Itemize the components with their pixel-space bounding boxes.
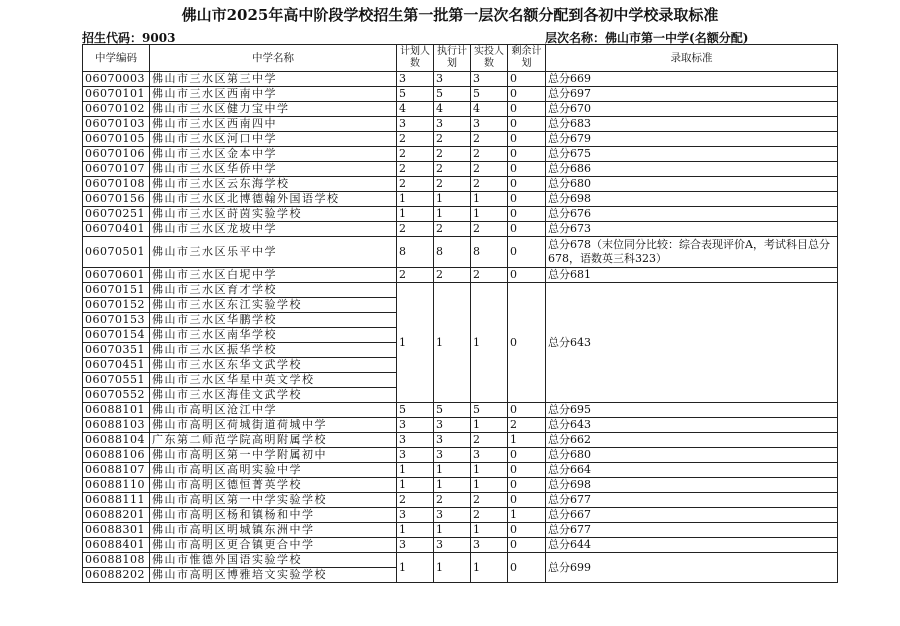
school-code: 06070106 [83,147,150,162]
actual-count: 1 [471,553,508,583]
admission-standard: 总分667 [546,508,838,523]
actual-count: 1 [471,463,508,478]
header-remain: 剩余计划 [508,45,546,72]
remaining-plan: 0 [508,132,546,147]
exec-plan: 1 [434,553,471,583]
table-row [83,177,838,192]
actual-count: 8 [471,237,508,268]
exec-plan: 1 [434,207,471,222]
actual-count: 3 [471,72,508,87]
exec-plan: 2 [434,132,471,147]
table-row [83,283,838,298]
school-code: 06070251 [83,207,150,222]
school-name: 佛山市高明区杨和镇杨和中学 [150,508,397,523]
table-row [83,72,838,87]
table-row [83,192,838,207]
remaining-plan: 0 [508,162,546,177]
school-name: 佛山市高明区第一中学附属初中 [150,448,397,463]
admission-standard: 总分679 [546,132,838,147]
actual-count: 2 [471,493,508,508]
school-code: 06070102 [83,102,150,117]
school-code: 06070552 [83,388,150,403]
remaining-plan: 0 [508,283,546,403]
school-code: 06070551 [83,373,150,388]
actual-count: 4 [471,102,508,117]
plan-count: 3 [397,117,434,132]
table-row [83,207,838,222]
actual-count: 2 [471,147,508,162]
table-row [83,538,838,553]
school-code: 06088107 [83,463,150,478]
actual-count: 2 [471,268,508,283]
header-exec: 执行计划 [434,45,471,72]
admission-standard: 总分698 [546,192,838,207]
school-name: 佛山市高明区明城镇东洲中学 [150,523,397,538]
school-code: 06070351 [83,343,150,358]
admission-standard: 总分664 [546,463,838,478]
remaining-plan: 2 [508,418,546,433]
remaining-plan: 1 [508,508,546,523]
table-row [83,117,838,132]
table-row [83,87,838,102]
school-code: 06088104 [83,433,150,448]
school-code: 06088201 [83,508,150,523]
plan-count: 1 [397,478,434,493]
admission-standard: 总分677 [546,493,838,508]
plan-count: 1 [397,523,434,538]
plan-count: 2 [397,493,434,508]
school-name: 佛山市三水区南华学校 [150,328,397,343]
table-row [83,493,838,508]
actual-count: 1 [471,283,508,403]
remaining-plan: 0 [508,207,546,222]
exec-plan: 3 [434,117,471,132]
remaining-plan: 0 [508,403,546,418]
remaining-plan: 0 [508,463,546,478]
school-code: 06070105 [83,132,150,147]
admission-standard: 总分699 [546,553,838,583]
level-name-label: 层次名称： [545,31,606,45]
exec-plan: 2 [434,222,471,237]
plan-count: 5 [397,87,434,102]
school-name: 佛山市高明区荷城街道荷城中学 [150,418,397,433]
school-code: 06070003 [83,72,150,87]
plan-count: 3 [397,72,434,87]
header-plan: 计划人数 [397,45,434,72]
exec-plan: 8 [434,237,471,268]
table-row [83,433,838,448]
school-code: 06070108 [83,177,150,192]
school-name: 佛山市三水区西南四中 [150,117,397,132]
school-name: 佛山市三水区振华学校 [150,343,397,358]
school-name: 佛山市三水区白坭中学 [150,268,397,283]
actual-count: 3 [471,117,508,132]
admission-standard: 总分662 [546,433,838,448]
school-name: 佛山市三水区龙坡中学 [150,222,397,237]
table-header-row [83,45,838,72]
exec-plan: 5 [434,403,471,418]
school-name: 佛山市高明区第一中学实验学校 [150,493,397,508]
table-row [83,222,838,237]
enroll-code-value: 9003 [142,31,176,45]
exec-plan: 2 [434,177,471,192]
plan-count: 2 [397,177,434,192]
remaining-plan: 0 [508,72,546,87]
table-row [83,553,838,568]
exec-plan: 2 [434,147,471,162]
plan-count: 3 [397,538,434,553]
actual-count: 1 [471,418,508,433]
school-name: 佛山市三水区育才学校 [150,283,397,298]
school-code: 06088202 [83,568,150,583]
table-row [83,523,838,538]
actual-count: 3 [471,538,508,553]
actual-count: 5 [471,87,508,102]
school-code: 06088106 [83,448,150,463]
school-name: 佛山市三水区乐平中学 [150,237,397,268]
remaining-plan: 0 [508,268,546,283]
remaining-plan: 0 [508,478,546,493]
exec-plan: 3 [434,433,471,448]
school-code: 06070601 [83,268,150,283]
plan-count: 5 [397,403,434,418]
remaining-plan: 0 [508,102,546,117]
plan-count: 2 [397,162,434,177]
enroll-code-label: 招生代码： [82,31,143,45]
school-code: 06088401 [83,538,150,553]
admission-standard: 总分698 [546,478,838,493]
exec-plan: 1 [434,283,471,403]
actual-count: 2 [471,162,508,177]
remaining-plan: 1 [508,433,546,448]
exec-plan: 4 [434,102,471,117]
actual-count: 2 [471,132,508,147]
actual-count: 1 [471,478,508,493]
school-code: 06070151 [83,283,150,298]
plan-count: 4 [397,102,434,117]
school-name: 佛山市三水区第三中学 [150,72,397,87]
table-row [83,268,838,283]
admission-standard: 总分697 [546,87,838,102]
admission-standard: 总分695 [546,403,838,418]
school-code: 06088301 [83,523,150,538]
admission-standard: 总分670 [546,102,838,117]
header-actual: 实投人数 [471,45,508,72]
exec-plan: 2 [434,162,471,177]
school-code: 06070501 [83,237,150,268]
school-name: 佛山市三水区西南中学 [150,87,397,102]
header-code: 中学编码 [83,45,150,72]
admission-standard: 总分681 [546,268,838,283]
table-row [83,132,838,147]
actual-count: 5 [471,403,508,418]
remaining-plan: 0 [508,192,546,207]
admission-standard: 总分673 [546,222,838,237]
remaining-plan: 0 [508,523,546,538]
actual-count: 1 [471,192,508,207]
actual-count: 2 [471,433,508,448]
school-code: 06070451 [83,358,150,373]
exec-plan: 3 [434,538,471,553]
school-name: 佛山市三水区华鹏学校 [150,313,397,328]
table-row [83,478,838,493]
plan-count: 3 [397,448,434,463]
plan-count: 2 [397,132,434,147]
actual-count: 2 [471,177,508,192]
plan-count: 1 [397,192,434,207]
school-code: 06070154 [83,328,150,343]
admission-standard: 总分686 [546,162,838,177]
remaining-plan: 0 [508,553,546,583]
actual-count: 1 [471,207,508,222]
school-code: 06070401 [83,222,150,237]
exec-plan: 3 [434,418,471,433]
admission-standard: 总分643 [546,283,838,403]
plan-count: 1 [397,463,434,478]
exec-plan: 1 [434,478,471,493]
remaining-plan: 0 [508,177,546,192]
school-name: 佛山市三水区河口中学 [150,132,397,147]
school-name: 佛山市三水区东江实验学校 [150,298,397,313]
header-standard: 录取标准 [546,45,838,72]
table-row [83,463,838,478]
plan-count: 1 [397,553,434,583]
school-code: 06070153 [83,313,150,328]
remaining-plan: 0 [508,237,546,268]
school-code: 06088108 [83,553,150,568]
remaining-plan: 0 [508,117,546,132]
admission-standard: 总分677 [546,523,838,538]
table-row [83,102,838,117]
remaining-plan: 0 [508,493,546,508]
school-name: 佛山市高明区更合镇更合中学 [150,538,397,553]
school-name: 佛山市三水区云东海学校 [150,177,397,192]
school-name: 佛山市三水区海佳文武学校 [150,388,397,403]
school-code: 06088111 [83,493,150,508]
remaining-plan: 0 [508,222,546,237]
exec-plan: 1 [434,523,471,538]
plan-count: 3 [397,508,434,523]
remaining-plan: 0 [508,538,546,553]
school-code: 06070103 [83,117,150,132]
plan-count: 1 [397,283,434,403]
plan-count: 2 [397,268,434,283]
school-name: 佛山市三水区北博德翰外国语学校 [150,192,397,207]
school-code: 06070156 [83,192,150,207]
table-row [83,448,838,463]
school-code: 06070152 [83,298,150,313]
admission-standard: 总分676 [546,207,838,222]
header-name: 中学名称 [150,45,397,72]
school-name: 佛山市三水区华侨中学 [150,162,397,177]
plan-count: 3 [397,433,434,448]
school-code: 06070101 [83,87,150,102]
actual-count: 3 [471,448,508,463]
school-name: 佛山市高明区沧江中学 [150,403,397,418]
actual-count: 2 [471,222,508,237]
school-code: 06088103 [83,418,150,433]
admission-standard: 总分683 [546,117,838,132]
school-name: 佛山市三水区华星中英文学校 [150,373,397,388]
exec-plan: 3 [434,448,471,463]
table-row [83,162,838,177]
school-code: 06088101 [83,403,150,418]
school-name: 佛山市三水区莳茵实验学校 [150,207,397,222]
admission-standard: 总分644 [546,538,838,553]
exec-plan: 3 [434,72,471,87]
school-name: 佛山市惟德外国语实验学校 [150,553,397,568]
table-row [83,508,838,523]
admission-table [82,44,838,583]
admission-standard: 总分669 [546,72,838,87]
school-name: 广东第二师范学院高明附属学校 [150,433,397,448]
plan-count: 2 [397,147,434,162]
actual-count: 2 [471,508,508,523]
level-name-value: 佛山市第一中学(名额分配) [605,31,749,45]
school-name: 佛山市三水区东华文武学校 [150,358,397,373]
plan-count: 8 [397,237,434,268]
school-name: 佛山市高明区德恒菁英学校 [150,478,397,493]
document-title: 佛山市2025年高中阶段学校招生第一批第一层次名额分配到各初中学校录取标准 [181,6,719,24]
table-row [83,418,838,433]
admission-standard: 总分675 [546,147,838,162]
admission-standard: 总分678（末位同分比较：综合表现评价A，考试科目总分678，语数英三科323） [546,237,838,268]
remaining-plan: 0 [508,448,546,463]
school-name: 佛山市高明区高明实验中学 [150,463,397,478]
table-row [83,403,838,418]
exec-plan: 5 [434,87,471,102]
table-row [83,147,838,162]
admission-standard: 总分680 [546,177,838,192]
school-code: 06088110 [83,478,150,493]
remaining-plan: 0 [508,147,546,162]
table-row [83,237,838,268]
actual-count: 1 [471,523,508,538]
school-name: 佛山市三水区健力宝中学 [150,102,397,117]
exec-plan: 1 [434,192,471,207]
admission-standard: 总分680 [546,448,838,463]
plan-count: 1 [397,207,434,222]
exec-plan: 1 [434,463,471,478]
plan-count: 3 [397,418,434,433]
school-name: 佛山市高明区博雅培文实验学校 [150,568,397,583]
remaining-plan: 0 [508,87,546,102]
plan-count: 2 [397,222,434,237]
exec-plan: 2 [434,268,471,283]
exec-plan: 2 [434,493,471,508]
admission-standard: 总分643 [546,418,838,433]
school-name: 佛山市三水区金本中学 [150,147,397,162]
exec-plan: 3 [434,508,471,523]
school-code: 06070107 [83,162,150,177]
